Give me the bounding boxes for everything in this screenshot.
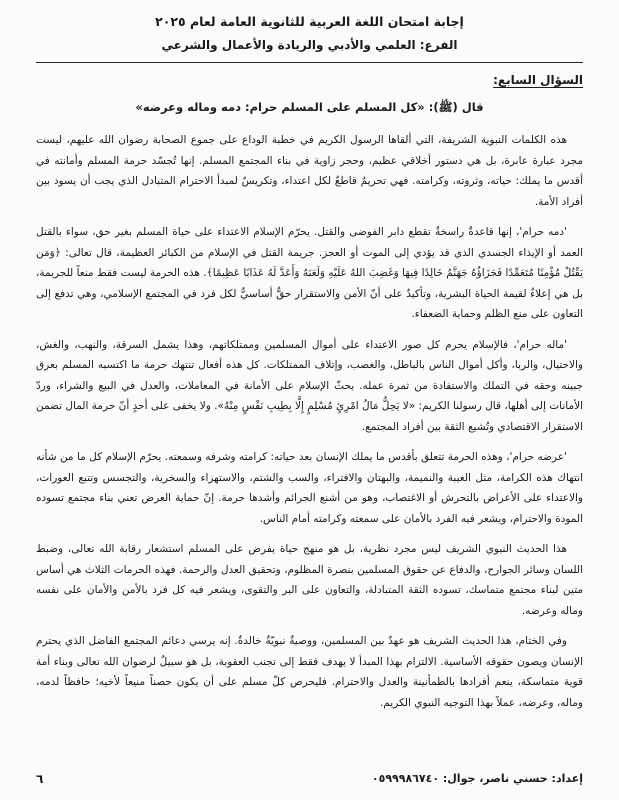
body-paragraph-method: هذا الحديث النبوي الشريف ليس مجرد نظرية، بل هو منهج حياة يفرض على المسلم استشعار رقابة الله تعالى، وضبط اللسان وسائر الجوارح، والدفاع عن حقوق المسلمين بنصرة المظلوم، وتحقيق العدل والرحمة. فهذه الحرمات الثلاث هي أساس متين لبناء مجتمع متماسك، تسوده الثقة المتبادلة، والتعاون على البر والتقوى، ويشعر فيه كل فرد بالأمن والأمان على نفسه وماله وعرضه. xyxy=(36,543,583,617)
page-footer xyxy=(0,766,619,800)
question-seven-label: السؤال السابع: xyxy=(493,73,583,87)
body-paragraph-blood: 'دمه حرام'، إنها قاعدةٌ راسخةٌ تقطع دابر الفوضى والقتل. يحرّم الإسلام الاعتداء على حياة المسلم بغير حق، سواء بالقتل العمد أو الإيذاء الجسدي الذي قد يؤدي إلى الموت أو العجز. جريمة القتل في الإسلام من الكبائر العظيمة، قال تعالى: ﴿وَمَن يَقْتُلْ مُؤْمِنًا مُتَعَمِّدًا فَجَزَاؤُهُ جَهَنَّمُ خَالِدًا فِيهَا وَغَضِبَ اللهُ عَلَيْهِ وَلَعَنَهُ وَأَعَدَّ لَهُ عَذَابًا عَظِيمًا﴾. هذه الحرمة ليست فقط منعاً للجريمة، بل هي إعلاءٌ لقيمة الحياة البشرية، وتأكيدٌ على أنّ الأمن والاستقرار حقٌّ أساسيٌّ لكل فرد في المجتمع الإسلامي، وهي تدفع إلى التعاون على منع الظلم وحماية الضعفاء. xyxy=(36,226,583,320)
body-paragraph-honor: 'عرضه حرام'، وهذه الحرمة تتعلق بأقدس ما يملك الإنسان بعد حياته: كرامته وشرفه وسمعته. يحرّم الإسلام كل ما من شأنه انتهاك هذه الكرامة، مثل الغيبة والنميمة، والبهتان والافتراء، والسب والشتم، والاستهزاء والسخرية، والتجسس وتتبع العورات، والاعتداء على الأعراض بالتحرش أو الاغتصاب، وهو من أشنع الجرائم وأشدها حرمة. إنّ حماية العرض تعني بناء مجتمع تسوده المودة والاحترام، ويشعر فيه الفرد بالأمان على سمعته وكرامته أمام الناس. xyxy=(36,451,583,525)
body-paragraph-intro: هذه الكلمات النبوية الشريفة، التي ألقاها الرسول الكريم في خطبة الوداع على جموع الصحابة رضوان الله عليهم، ليست مجرد عبارة عابرة، بل هي دستور أخلاقي عظيم، وحجر زاوية في بناء المجتمع المسلم. إنها تُجسّد حرمة المسلم وأمانته في أقدس ما يملك: حياته، وثروته، وكرامته. فهي تحريمٌ قاطعٌ لكل اعتداء، وتكريسٌ لمبدأ الاحترام المتبادل الذي يجب أن يسود بين أفراد الأمة. xyxy=(36,134,583,208)
question-seven-heading xyxy=(36,72,583,88)
answer-body xyxy=(36,130,583,713)
body-paragraph-conclusion: وفي الختام، هذا الحديث الشريف هو عهدٌ بين المسلمين، ووصيةٌ نبويّةٌ خالدةٌ. إنه يرسي دعائم المجتمع الفاضل الذي يحترم الإنسان ويصون حقوقه الأساسية. الالتزام بهذا المبدأ لا يهدف فقط إلى تجنب العقوبة، بل هو سبيلٌ لرضوان الله تعالى وبناء أمة قوية متماسكة، ينعم أفرادها بالطمأنينة والعدل والاحترام. فليحرص كلّ مسلم على أن يكون حصناً منيعاً لأخيه؛ حافظاً لدمه، وماله، وعرضه، عملاً بهذا التوجيه النبوي الكريم. xyxy=(36,635,583,709)
exam-branch-subtitle: الفرع: العلمي والأدبي والريادة والأعمال والشرعي xyxy=(161,38,458,52)
document-header xyxy=(36,10,583,57)
header-divider xyxy=(36,62,583,63)
hadith-quote: قال (ﷺ): «كل المسلم على المسلم حرام: دمه وماله وعرضه» xyxy=(135,100,484,114)
prepared-by-contact: إعداد: حسني ناصر، جوال: ٠٥٩٩٩٨٦٧٤٠ xyxy=(371,772,583,785)
body-paragraph-wealth: 'ماله حرام'، فالإسلام يحرم كل صور الاعتداء على أموال المسلمين وممتلكاتهم، وهذا يشمل السرقة، والنهب، والغش، والاحتيال، والربا، وأكل أموال الناس بالباطل، والغصب، وإتلاف الممتلكات. كل هذه أفعال تنتهك حرمة ما اكتسبه المسلم بعرق جبينه وحقه في التملك والاستفادة من ثمرة عمله. يحثّ الإسلام على الأمانة في المعاملات، والعدل في البيع والشراء، وردّ الأمانات إلى أهلها، قال رسولنا الكريم: «لا يَحِلُّ مَالُ امْرِئٍ مُسْلِمٍ إِلَّا بِطِيبِ نَفْسٍ مِنْهُ». ولا يخفى على أحدٍ أنّ حرمة المال تضمن الاستقرار الاقتصادي وتُشيع الثقة بين أفراد المجتمع. xyxy=(35,338,583,433)
exam-answer-title: إجابة امتحان اللغة العربية للثانوية العامة لعام ٢٠٢٥ xyxy=(155,14,464,29)
page-number: ٦ xyxy=(36,772,44,786)
